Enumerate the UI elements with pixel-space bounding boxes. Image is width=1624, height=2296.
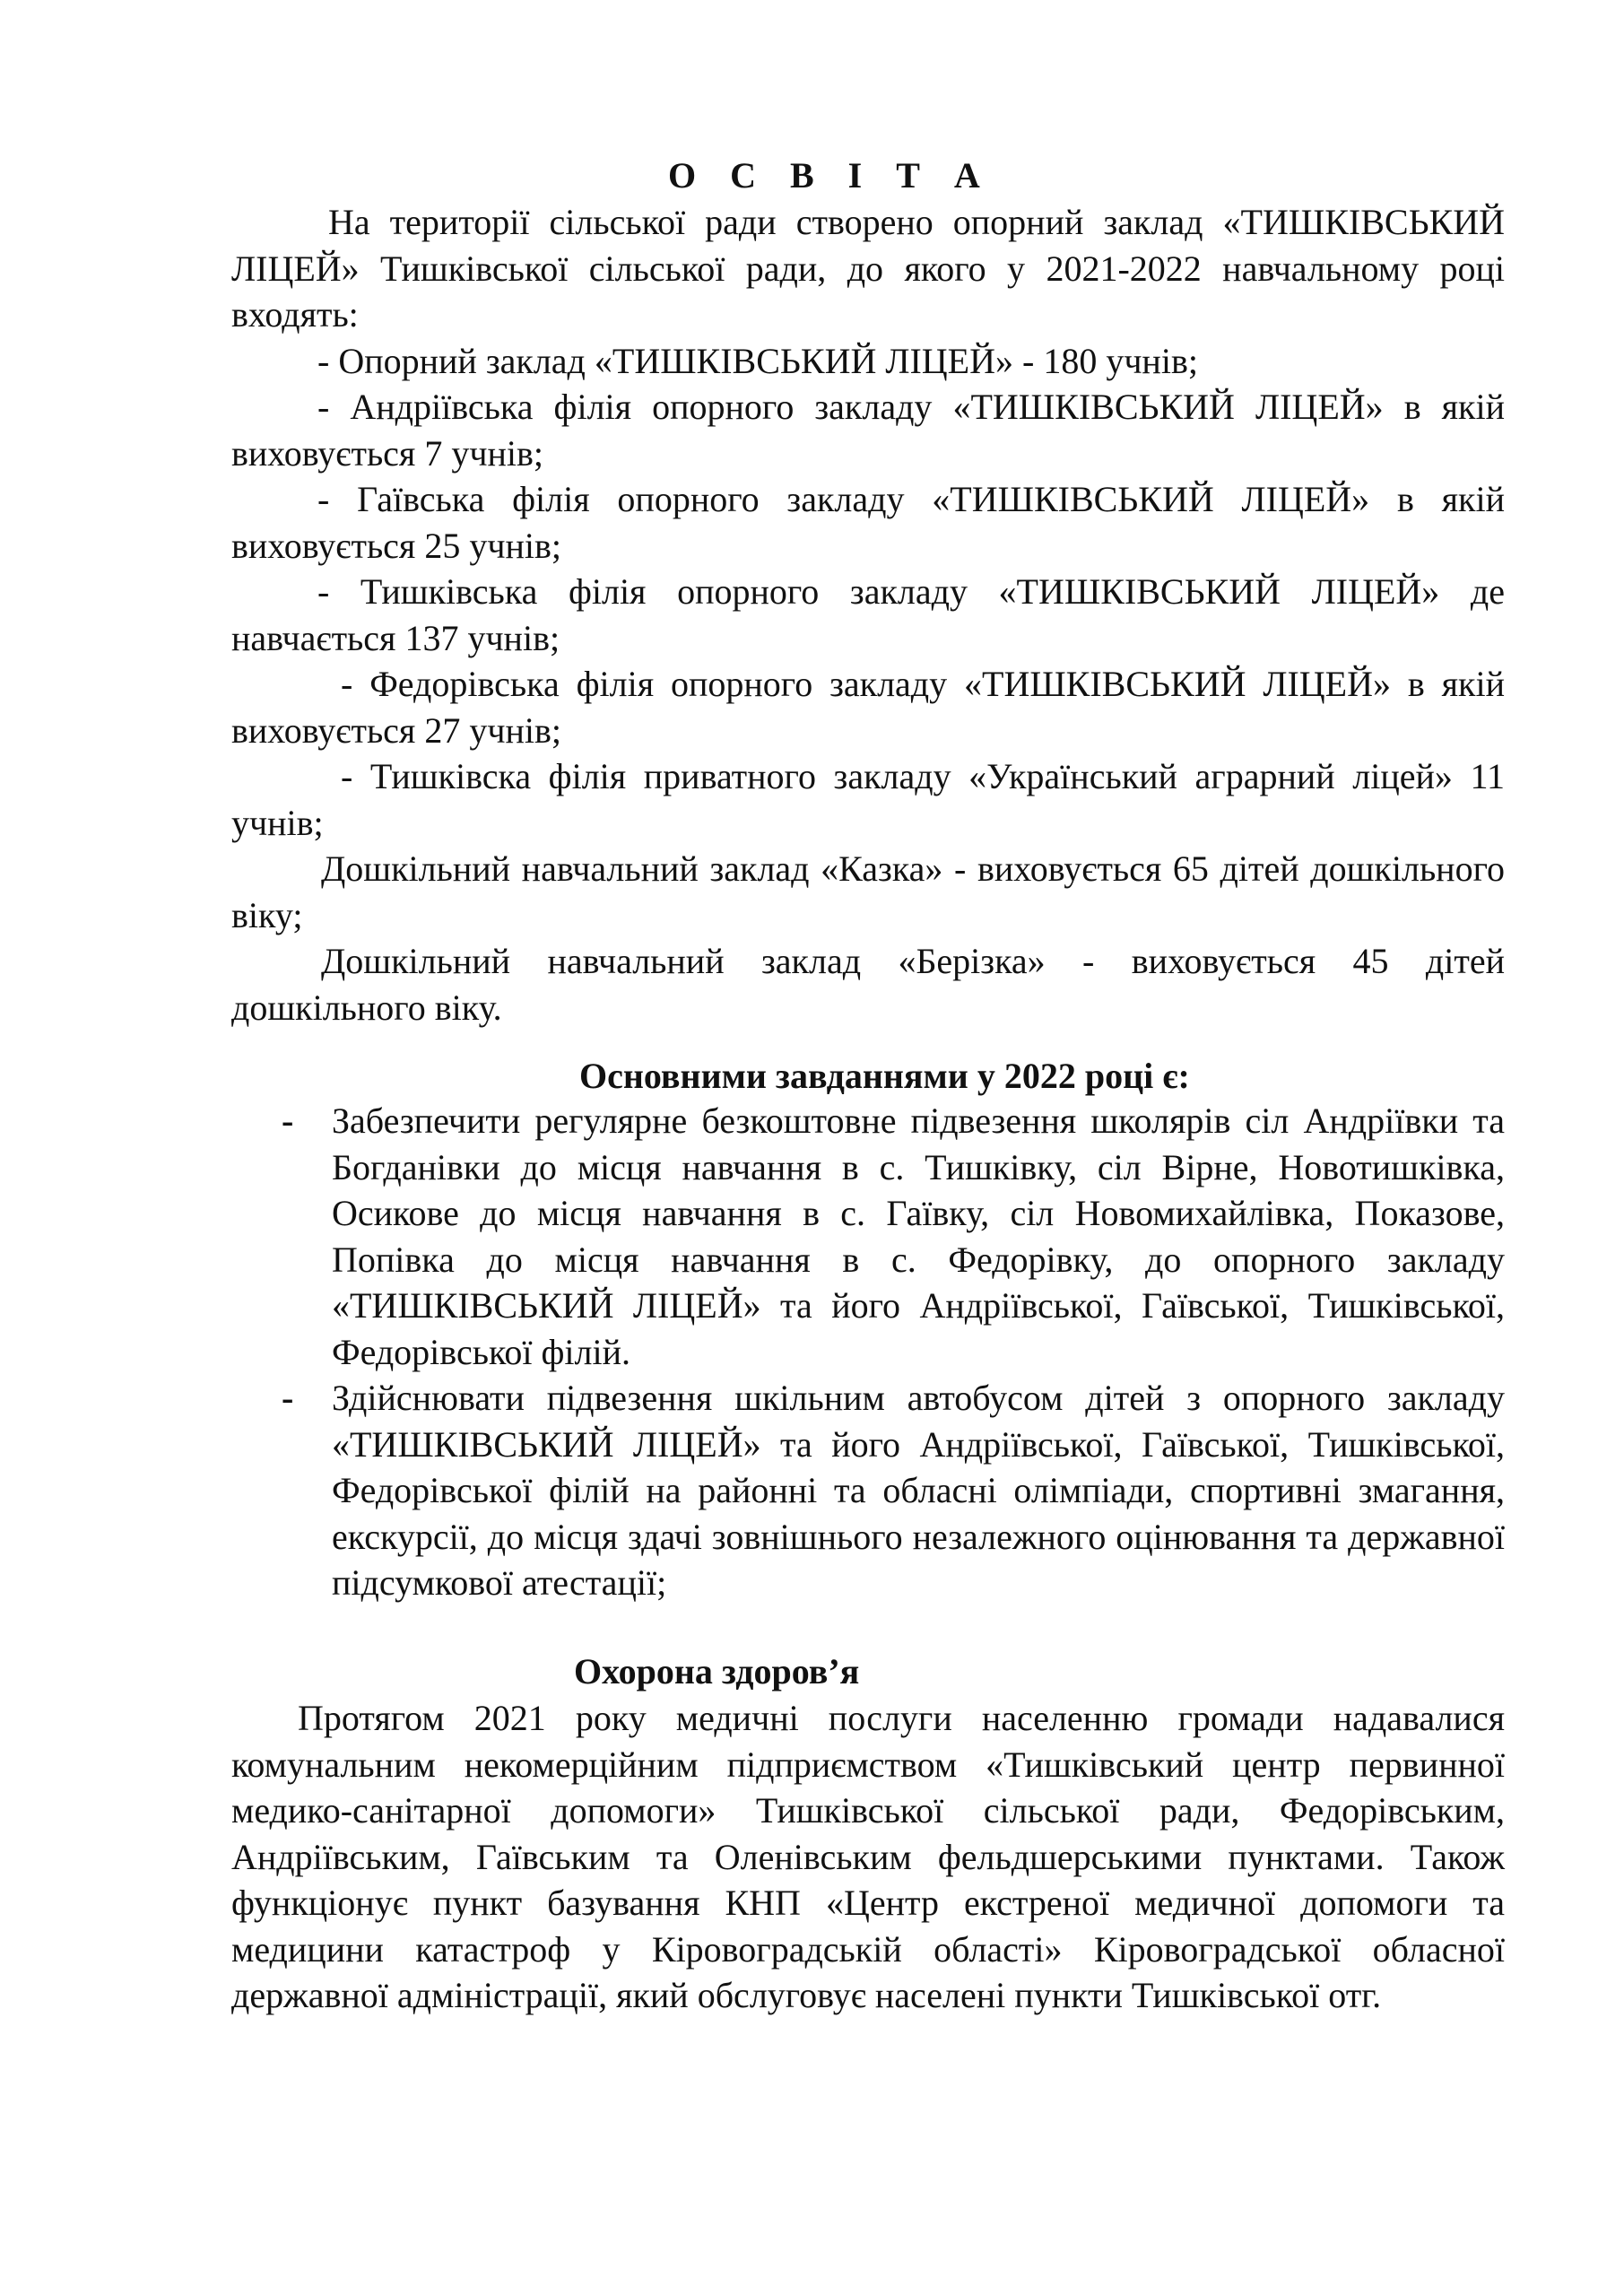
health-paragraph: Протягом 2021 року медичні послуги населенню громади надавалися комунальним некомерційним підприємством «Тишківський центр первинної медико-санітарної допомоги» Тишківської сільської ради, Федорівським, Андріївським, Гаївським та Оленівським фельдшерськими пунктами. Також функціонує пункт базування КНП «Центр екстреної медичної допомоги та медицини катастроф у Кіровоградській області» Кіровоградської обласної державної адміністрації, який обслуговує населені пункти Тишківської отг. (231, 1698, 1505, 2015)
task-item-text: Здійснювати підвезення шкільним автобусом дітей з опорного закладу «ТИШКІВСЬКИЙ ЛІЦЕЙ» та його Андріївської, Гаївської, Тишківської, Федорівської філій на районні та обласні олімпіади, спортивні змагання, екскурсії, до місця здачі зовнішнього незалежного оцінювання та державної підсумкової атестації; (332, 1378, 1505, 1603)
education-intro-paragraph: На території сільської ради створено опорний заклад «ТИШКІВСЬКИЙ ЛІЦЕЙ» Тишківської сільської ради, до якого у 2021-2022 навчальному році входять: (231, 202, 1505, 335)
education-item-andriivska-branch: - Андріївська філія опорного закладу «ТИШКІВСЬКИЙ ЛІЦЕЙ» в якій виховується 7 учнів; (231, 387, 1505, 474)
tasks-list (231, 1098, 1505, 1606)
task-item (231, 1375, 1505, 1606)
education-item-private-lyceum-branch: - Тишківска філія приватного закладу «Український аграрний ліцей» 11 учнів; (231, 756, 1505, 843)
education-item-fedorivska-branch: - Федорівська філія опорного закладу «ТИШКІВСЬКИЙ ЛІЦЕЙ» в якій виховується 27 учнів; (231, 664, 1505, 751)
education-section (231, 199, 1505, 1031)
task-item (231, 1098, 1505, 1375)
task-item-text: Забезпечити регулярне безкоштовне підвезення школярів сіл Андріївки та Богданівки до місця навчання в с. Тишківку, сіл Вірне, Новотишківка, Осикове до місця навчання в с. Гаївку, сіл Новомихайлівка, Показове, Попівка до місця навчання в с. Федорівку, до опорного закладу «ТИШКІВСЬКИЙ ЛІЦЕЙ» та його Андріївської, Гаївської, Тишківської, Федорівської філій. (332, 1100, 1505, 1372)
education-item-kindergarten-berizka: Дошкільний навчальний заклад «Берізка» - виховується 45 дітей дошкільного віку. (231, 941, 1505, 1028)
bullet-dash: - (282, 1378, 294, 1418)
education-item-main-lyceum: - Опорний заклад «ТИШКІВСЬКИЙ ЛІЦЕЙ» - 180 учнів; (317, 340, 1198, 381)
health-section (231, 1695, 1505, 2019)
education-item-tyshkivska-branch: - Тишківська філія опорного закладу «ТИШКІВСЬКИЙ ЛІЦЕЙ» де навчається 137 учнів; (231, 571, 1505, 658)
tasks-heading: Основними завданнями у 2022 році є: (579, 1056, 1190, 1096)
health-heading: Охорона здоров’я (574, 1651, 860, 1692)
education-item-kindergarten-kazka: Дошкільний навчальний заклад «Казка» - виховується 65 дітей дошкільного віку; (231, 848, 1505, 935)
education-item-haivska-branch: - Гаївська філія опорного закладу «ТИШКІВСЬКИЙ ЛІЦЕЙ» в якій виховується 25 учнів; (231, 479, 1505, 566)
education-heading: О С В І Т А (668, 155, 993, 196)
bullet-dash: - (282, 1100, 294, 1141)
